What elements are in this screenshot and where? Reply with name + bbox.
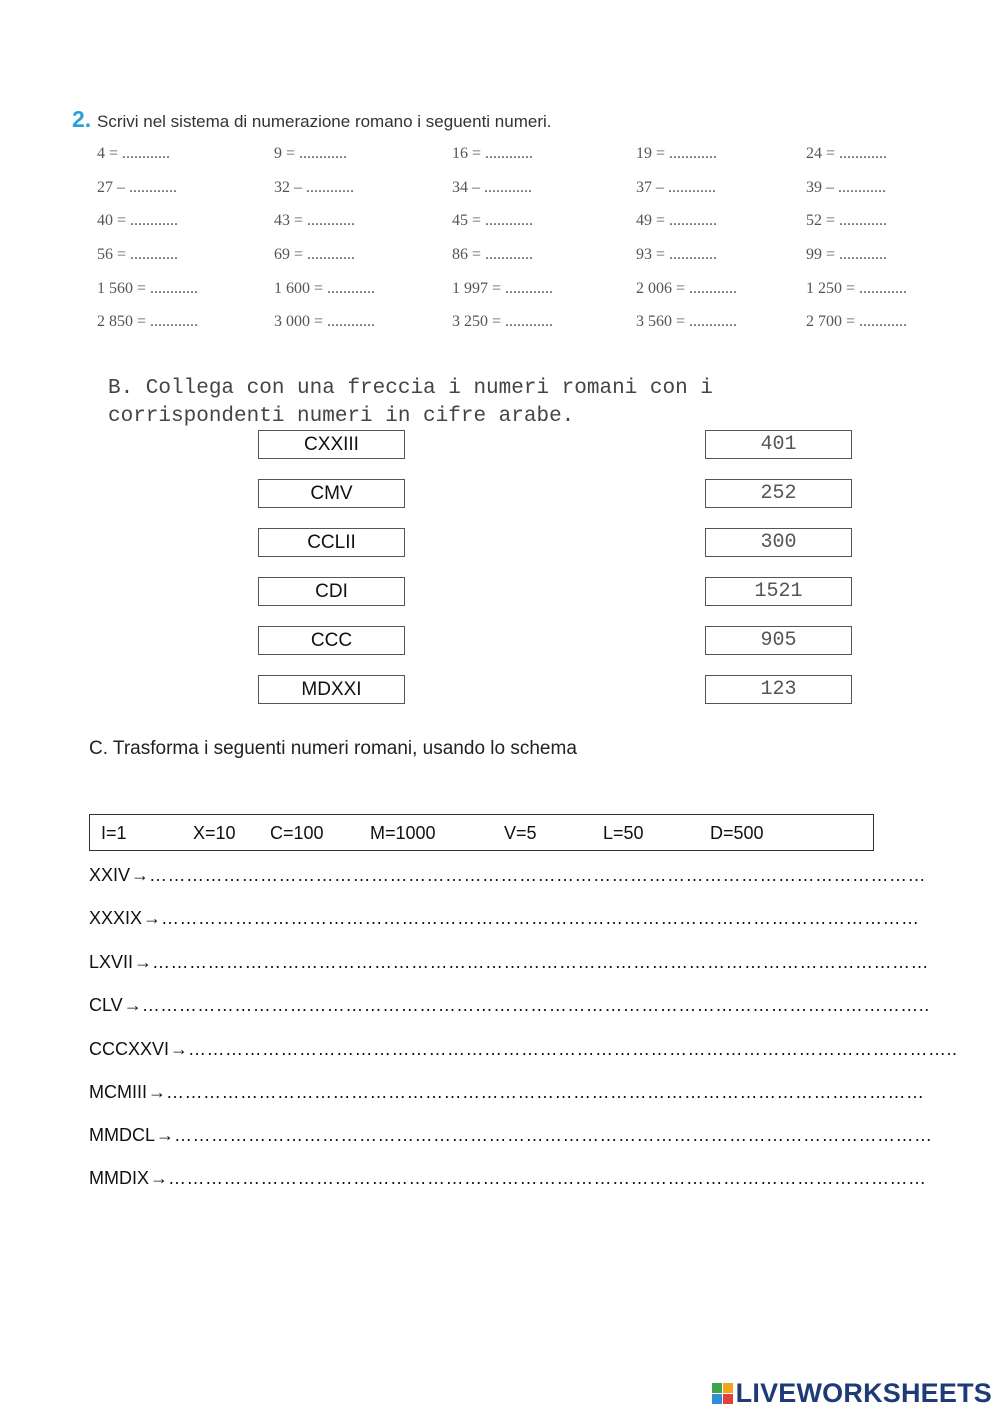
exercise-item[interactable]: 45 = ............ [452,212,534,229]
roman-label: XXIV [89,865,131,885]
exercise-b-instruction-line2: corrispondenti numeri in cifre arabe. [108,405,575,428]
roman-numeral-box[interactable]: MDXXI [258,675,405,704]
exercise-item[interactable]: 1 250 = ............ [806,280,908,297]
arabic-number-box[interactable]: 123 [705,675,852,704]
legend-item: I=1 [101,823,127,843]
roman-label: LXVII [89,952,134,972]
exercise-item[interactable]: 16 = ............ [452,145,534,162]
exercise-item[interactable]: 34 – ............ [452,179,532,196]
exercise-item[interactable]: 93 = ............ [636,246,718,263]
exercise-item[interactable]: 40 = ............ [97,212,179,229]
conversion-row[interactable] [89,865,926,886]
exercise-item[interactable]: 3 000 = ............ [274,313,376,330]
exercise-item[interactable]: 43 = ............ [274,212,356,229]
exercise-item[interactable]: 19 = ............ [636,145,718,162]
exercise-item[interactable]: 32 – ............ [274,179,354,196]
exercise-item[interactable]: 2 850 = ............ [97,313,199,330]
arrow-right-icon: → [156,1125,174,1145]
arrow-right-icon: → [143,908,162,928]
conversion-row[interactable] [89,1125,933,1146]
roman-label: MMDIX [89,1168,149,1188]
logo-text: LIVEWORKSHEETS [735,1378,992,1408]
exercise-item[interactable]: 3 560 = ............ [636,313,738,330]
exercise-b-instruction-line1: B. Collega con una freccia i numeri romani con i [108,377,713,400]
answer-dots[interactable]: ……………………………………………………………………………………………………………….. [141,995,930,1015]
roman-label: MMDCL [89,1125,155,1145]
legend-item: L=50 [603,823,644,843]
exercise-item[interactable]: 1 600 = ............ [274,280,376,297]
exercise-item[interactable]: 4 = ............ [97,145,171,162]
exercise-item[interactable]: 86 = ............ [452,246,534,263]
legend-item: V=5 [504,823,537,843]
conversion-row[interactable] [89,952,929,973]
arrow-right-icon: → [123,995,142,1015]
exercise-item[interactable]: 27 – ............ [97,179,177,196]
roman-label: MCMIII [89,1082,147,1102]
roman-label: CCCXXVI [89,1039,170,1059]
exercise-2-instruction: Scrivi nel sistema di numerazione romano i seguenti numeri. [97,112,552,131]
arabic-number-box[interactable]: 1521 [705,577,852,606]
arrow-right-icon: → [148,1082,166,1102]
arabic-number-box[interactable]: 905 [705,626,852,655]
arabic-number-box[interactable]: 300 [705,528,852,557]
answer-dots[interactable]: …………………………………………………………………………………………………………… [166,1082,925,1102]
arabic-number-box[interactable]: 401 [705,430,852,459]
conversion-row[interactable] [89,1168,927,1189]
legend-item: D=500 [710,823,764,843]
exercise-item[interactable]: 56 = ............ [97,246,179,263]
exercise-item[interactable]: 2 700 = ............ [806,313,908,330]
roman-numeral-box[interactable]: CMV [258,479,405,508]
answer-dots[interactable]: ……………………………………………………………………………………………………………… [152,952,930,972]
roman-numeral-box[interactable]: CCC [258,626,405,655]
exercise-item[interactable]: 9 = ............ [274,145,348,162]
legend-item: C=100 [270,823,324,843]
arrow-right-icon: → [170,1039,189,1059]
roman-label: XXXIX [89,908,143,928]
legend-item: X=10 [193,823,236,843]
roman-numeral-box[interactable]: CDI [258,577,405,606]
conversion-row[interactable] [89,995,930,1016]
answer-dots[interactable]: …………………………………………………………………………………………………………….. [188,1039,958,1059]
arrow-right-icon: → [134,952,153,972]
exercise-item[interactable]: 2 006 = ............ [636,280,738,297]
answer-dots[interactable]: …………………………………………………………………………………………………………… [174,1125,933,1145]
roman-numeral-box[interactable]: CCLII [258,528,405,557]
roman-label: CLV [89,995,123,1015]
exercise-item[interactable]: 49 = ............ [636,212,718,229]
liveworksheets-logo [712,1378,992,1409]
exercise-item[interactable]: 37 – ............ [636,179,716,196]
logo-blocks-icon [712,1383,734,1405]
answer-dots[interactable]: …………………………………………………………………………………………………………… [161,908,920,928]
conversion-row[interactable] [89,908,920,929]
exercise-item[interactable]: 24 = ............ [806,145,888,162]
exercise-item[interactable]: 52 = ............ [806,212,888,229]
answer-dots[interactable]: …………………………………………………………………………………………………………… [168,1168,927,1188]
exercise-item[interactable]: 1 560 = ............ [97,280,199,297]
conversion-row[interactable] [89,1082,925,1103]
arrow-right-icon: → [150,1168,168,1188]
legend-item: M=1000 [370,823,436,843]
answer-dots[interactable]: ……………………………………………………………………………………………………………… [149,865,927,885]
exercise-b-instruction [108,375,713,431]
exercise-item[interactable]: 99 = ............ [806,246,888,263]
exercise-c-instruction: C. Trasforma i seguenti numeri romani, usando lo schema [89,738,577,759]
exercise-item[interactable]: 69 = ............ [274,246,356,263]
arrow-right-icon: → [131,865,150,885]
conversion-row[interactable] [89,1039,958,1060]
exercise-item[interactable]: 39 – ............ [806,179,886,196]
exercise-number: 2. [72,106,92,132]
exercise-item[interactable]: 1 997 = ............ [452,280,554,297]
roman-numeral-legend [89,814,874,851]
roman-numeral-box[interactable]: CXXIII [258,430,405,459]
exercise-item[interactable]: 3 250 = ............ [452,313,554,330]
arabic-number-box[interactable]: 252 [705,479,852,508]
